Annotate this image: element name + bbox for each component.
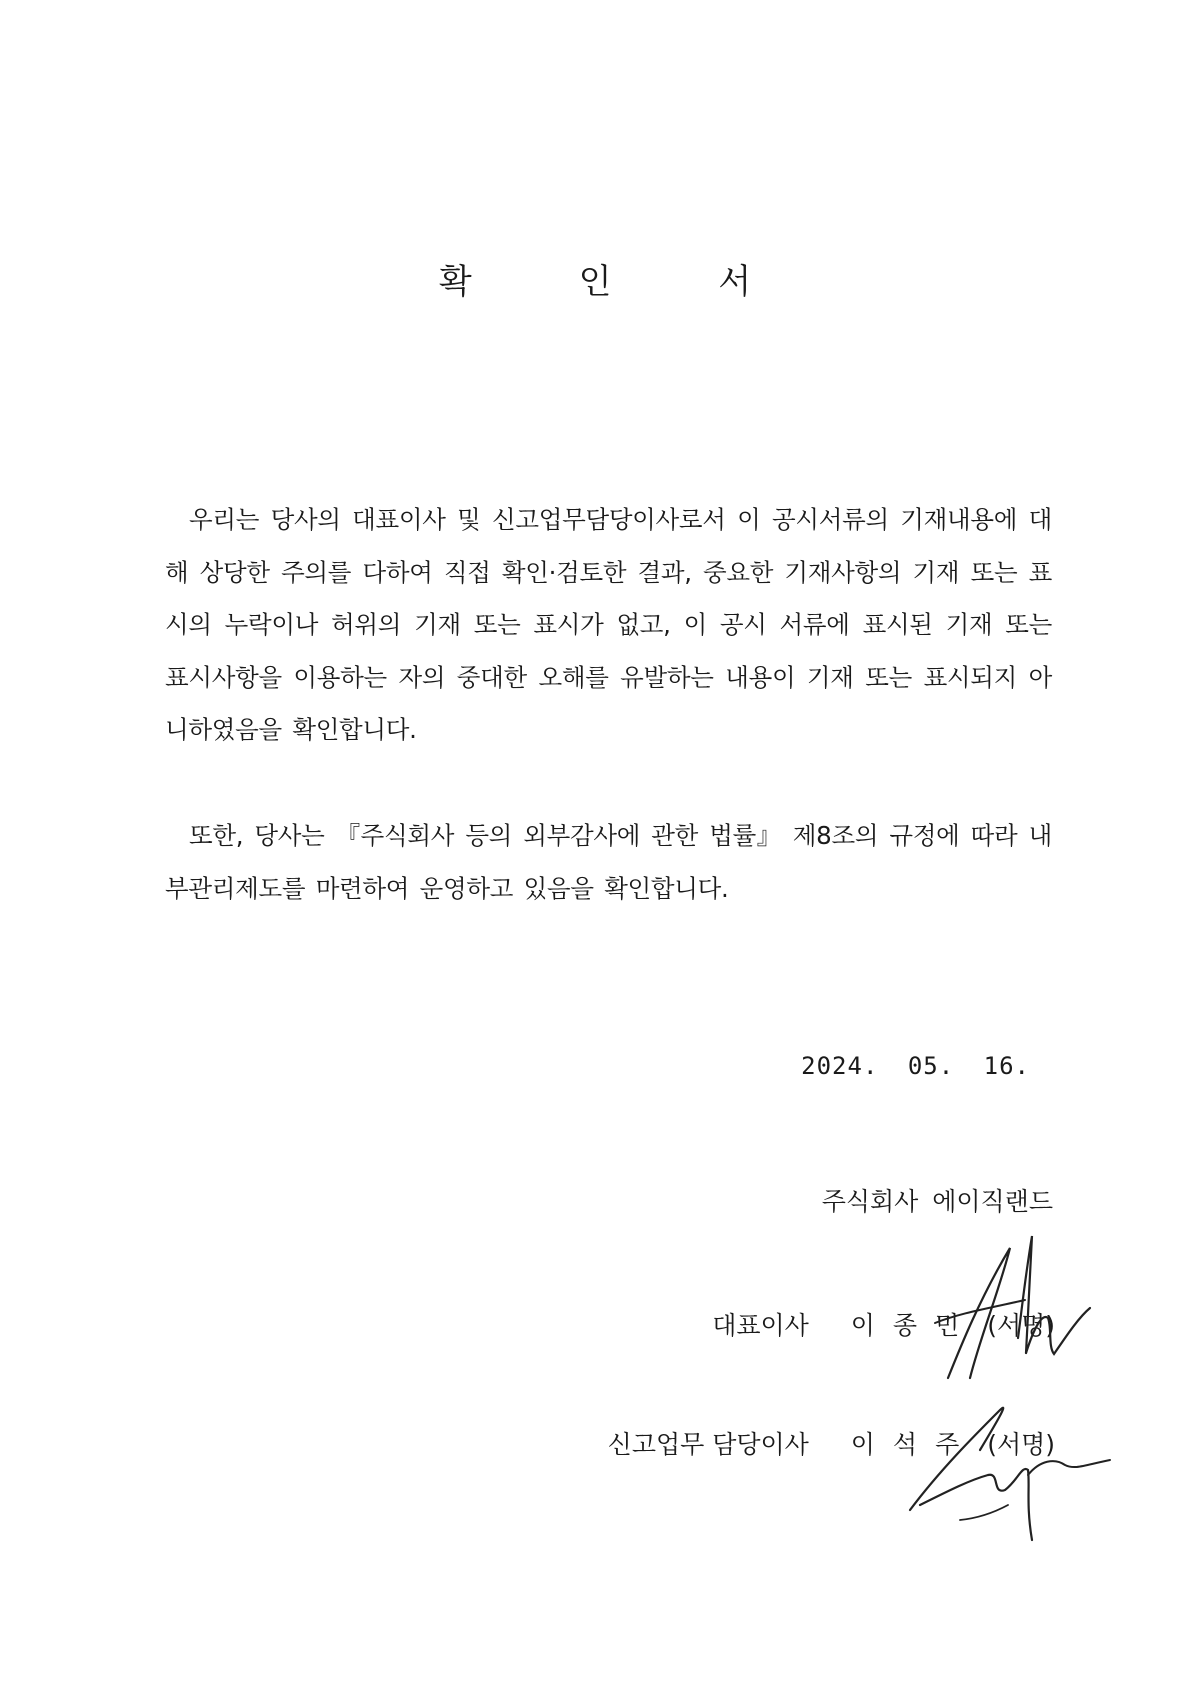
disclosure-officer-signature-line <box>608 1425 1055 1461</box>
ceo-signature-line <box>712 1306 1055 1342</box>
signatory-name: 이종민 <box>850 1311 978 1340</box>
title-char: 서 <box>718 262 752 302</box>
signature-mark-label: (서명) <box>987 1311 1055 1340</box>
company-name: 주식회사 에이직랜드 <box>821 1187 1053 1216</box>
title-char: 확 <box>438 262 472 302</box>
internal-control-paragraph: 또한, 당사는 『주식회사 등의 외부감사에 관한 법률』 제8조의 규정에 따라 내부관리제도를 마련하여 운영하고 있음을 확인합니다. <box>165 821 1052 903</box>
title-char: 인 <box>578 262 612 302</box>
signature-mark-label: (서명) <box>987 1430 1055 1459</box>
document-title <box>0 254 1190 303</box>
disclosure-officer-handwritten-signature <box>900 1380 1120 1550</box>
signatory-name: 이석주 <box>850 1430 978 1459</box>
signatory-role: 신고업무 담당이사 <box>607 1430 809 1459</box>
document-date: 2024. 05. 16. <box>801 1052 1030 1080</box>
confirmation-paragraph: 우리는 당사의 대표이사 및 신고업무담당이사로서 이 공시서류의 기재내용에 대해 상당한 주의를 다하여 직접 확인·검토한 결과, 중요한 기재사항의 기재 또는 표시의 누락이나 허위의 기재 또는 표시가 없고, 이 공시 서류에 표시된 기재 또는 표시사항을 이용하는 자의 중대한 오해를 유발하는 내용이 기재 또는 표시되지 아니하였음을 확인합니다. <box>165 505 1052 744</box>
signatory-role: 대표이사 <box>712 1311 809 1340</box>
